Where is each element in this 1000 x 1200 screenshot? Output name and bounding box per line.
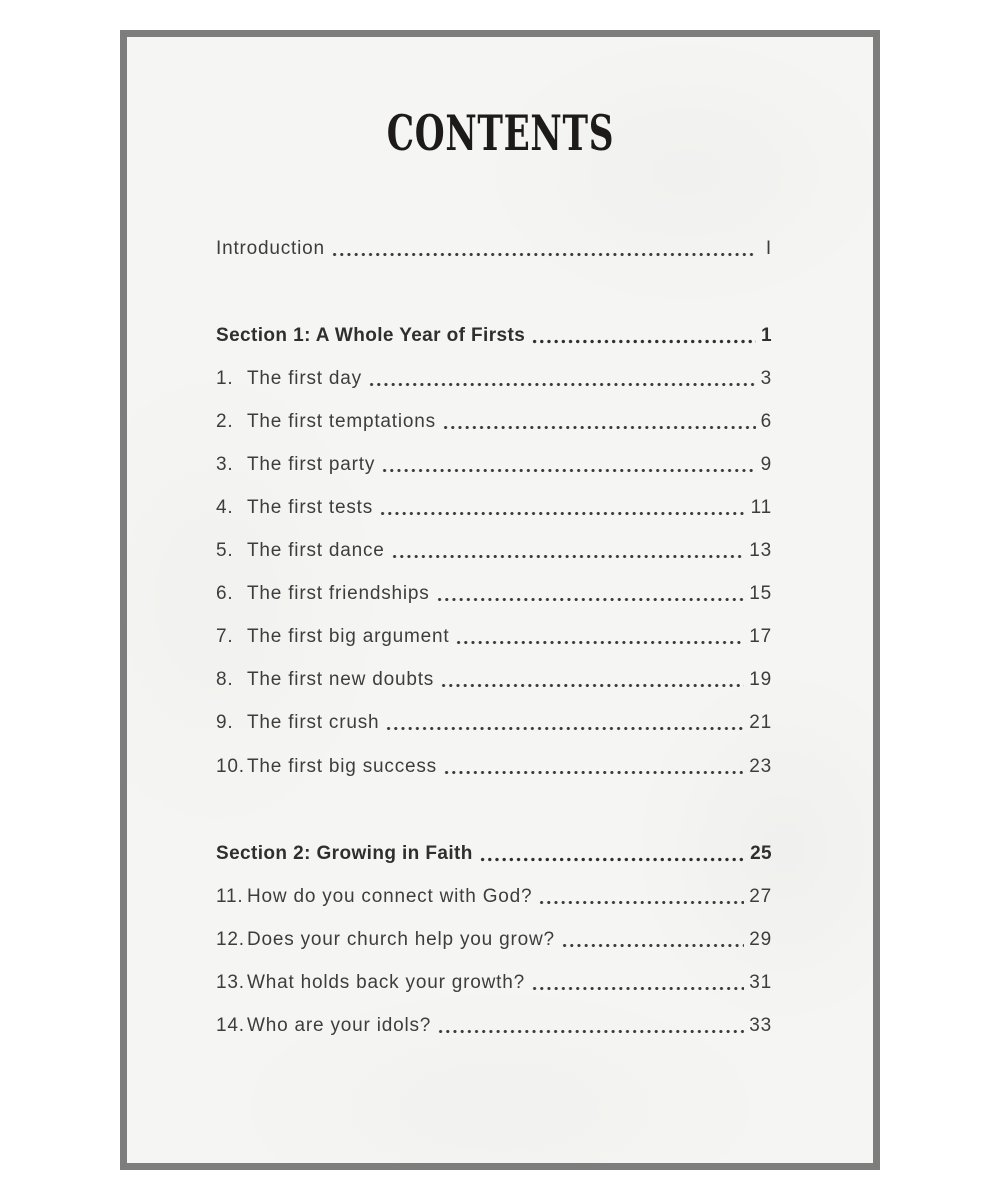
entry-page-number: 19: [749, 669, 772, 691]
toc-entry-section: [216, 832, 772, 875]
entry-label: How do you connect with God?: [247, 885, 533, 907]
entry-label: Section 1: A Whole Year of Firsts: [216, 324, 526, 346]
entry-number: 4.: [216, 497, 234, 519]
page-title: CONTENTS: [386, 104, 614, 162]
toc-entry-intro: [216, 227, 772, 270]
entry-page-number: 1: [761, 324, 772, 346]
entry-label: Who are your idols?: [247, 1015, 432, 1037]
entry-label: The first temptations: [247, 410, 436, 432]
entry-page-number: 15: [749, 583, 772, 605]
entry-page-number: 29: [749, 928, 772, 950]
toc-entry-item: [216, 357, 772, 400]
dot-leader: [385, 712, 744, 734]
entry-page-number: I: [765, 237, 772, 259]
entry-label: The first big argument: [247, 626, 450, 648]
dot-leader: [443, 756, 744, 778]
entry-label: Does your church help you grow?: [247, 928, 555, 950]
toc-entry-section: [216, 314, 772, 357]
entry-number: 5.: [216, 540, 234, 562]
dot-leader: [531, 972, 744, 994]
toc-entry-item: [216, 875, 772, 918]
entry-label: The first new doubts: [247, 669, 435, 691]
entry-number: 7.: [216, 626, 234, 648]
toc-list: [127, 227, 873, 1048]
dot-leader: [391, 540, 745, 562]
dot-leader: [538, 886, 744, 908]
toc-entry-item: [216, 400, 772, 443]
entry-label: The first crush: [247, 712, 380, 734]
dot-leader: [531, 325, 756, 347]
entry-number: 3.: [216, 453, 234, 475]
entry-number: 2.: [216, 410, 234, 432]
toc-entry-item: [216, 918, 772, 961]
dot-leader: [561, 929, 744, 951]
toc-entry-item: [216, 530, 772, 573]
entry-label: The first big success: [247, 755, 437, 777]
entry-label: Section 2: Growing in Faith: [216, 842, 473, 864]
page-title-wrap: [127, 104, 873, 162]
dot-leader: [436, 583, 745, 605]
entry-number: 13.: [216, 971, 245, 993]
entry-label: What holds back your growth?: [247, 971, 525, 993]
entry-page-number: 13: [749, 540, 772, 562]
dot-leader: [455, 626, 744, 648]
entry-number: 11.: [216, 885, 244, 907]
entry-page-number: 3: [760, 367, 772, 389]
book-page: [120, 30, 880, 1170]
entry-number: 1.: [216, 367, 234, 389]
dot-leader: [437, 1015, 744, 1037]
dot-leader: [440, 669, 744, 691]
entry-label: The first dance: [247, 540, 385, 562]
dot-leader: [479, 843, 745, 865]
entry-label: Introduction: [216, 237, 325, 259]
toc-entry-item: [216, 702, 772, 745]
entry-label: The first party: [247, 453, 376, 475]
dot-leader: [379, 497, 746, 519]
dot-leader: [442, 411, 756, 433]
dot-leader: [381, 454, 755, 476]
toc-entry-item: [216, 486, 772, 529]
dot-leader: [368, 368, 756, 390]
entry-number: 6.: [216, 583, 234, 605]
toc-entry-item: [216, 745, 772, 788]
entry-page-number: 25: [750, 842, 772, 864]
entry-page-number: 27: [749, 885, 772, 907]
entry-page-number: 23: [749, 755, 772, 777]
dot-leader: [331, 238, 757, 260]
entry-page-number: 31: [749, 971, 772, 993]
toc-entry-item: [216, 443, 772, 486]
entry-page-number: 17: [749, 626, 772, 648]
toc-entry-item: [216, 573, 772, 616]
entry-page-number: 11: [750, 497, 772, 519]
toc-entry-item: [216, 961, 772, 1004]
entry-number: 9.: [216, 712, 234, 734]
toc-entry-item: [216, 659, 772, 702]
entry-page-number: 6: [760, 410, 772, 432]
toc-entry-item: [216, 616, 772, 659]
entry-label: The first day: [247, 367, 362, 389]
entry-page-number: 21: [749, 712, 772, 734]
entry-label: The first friendships: [247, 583, 430, 605]
entry-label: The first tests: [247, 497, 374, 519]
entry-number: 10.: [216, 755, 245, 777]
toc-entry-item: [216, 1005, 772, 1048]
entry-number: 14.: [216, 1015, 245, 1037]
entry-page-number: 9: [760, 453, 772, 475]
entry-page-number: 33: [749, 1015, 772, 1037]
entry-number: 12.: [216, 928, 245, 950]
entry-number: 8.: [216, 669, 234, 691]
